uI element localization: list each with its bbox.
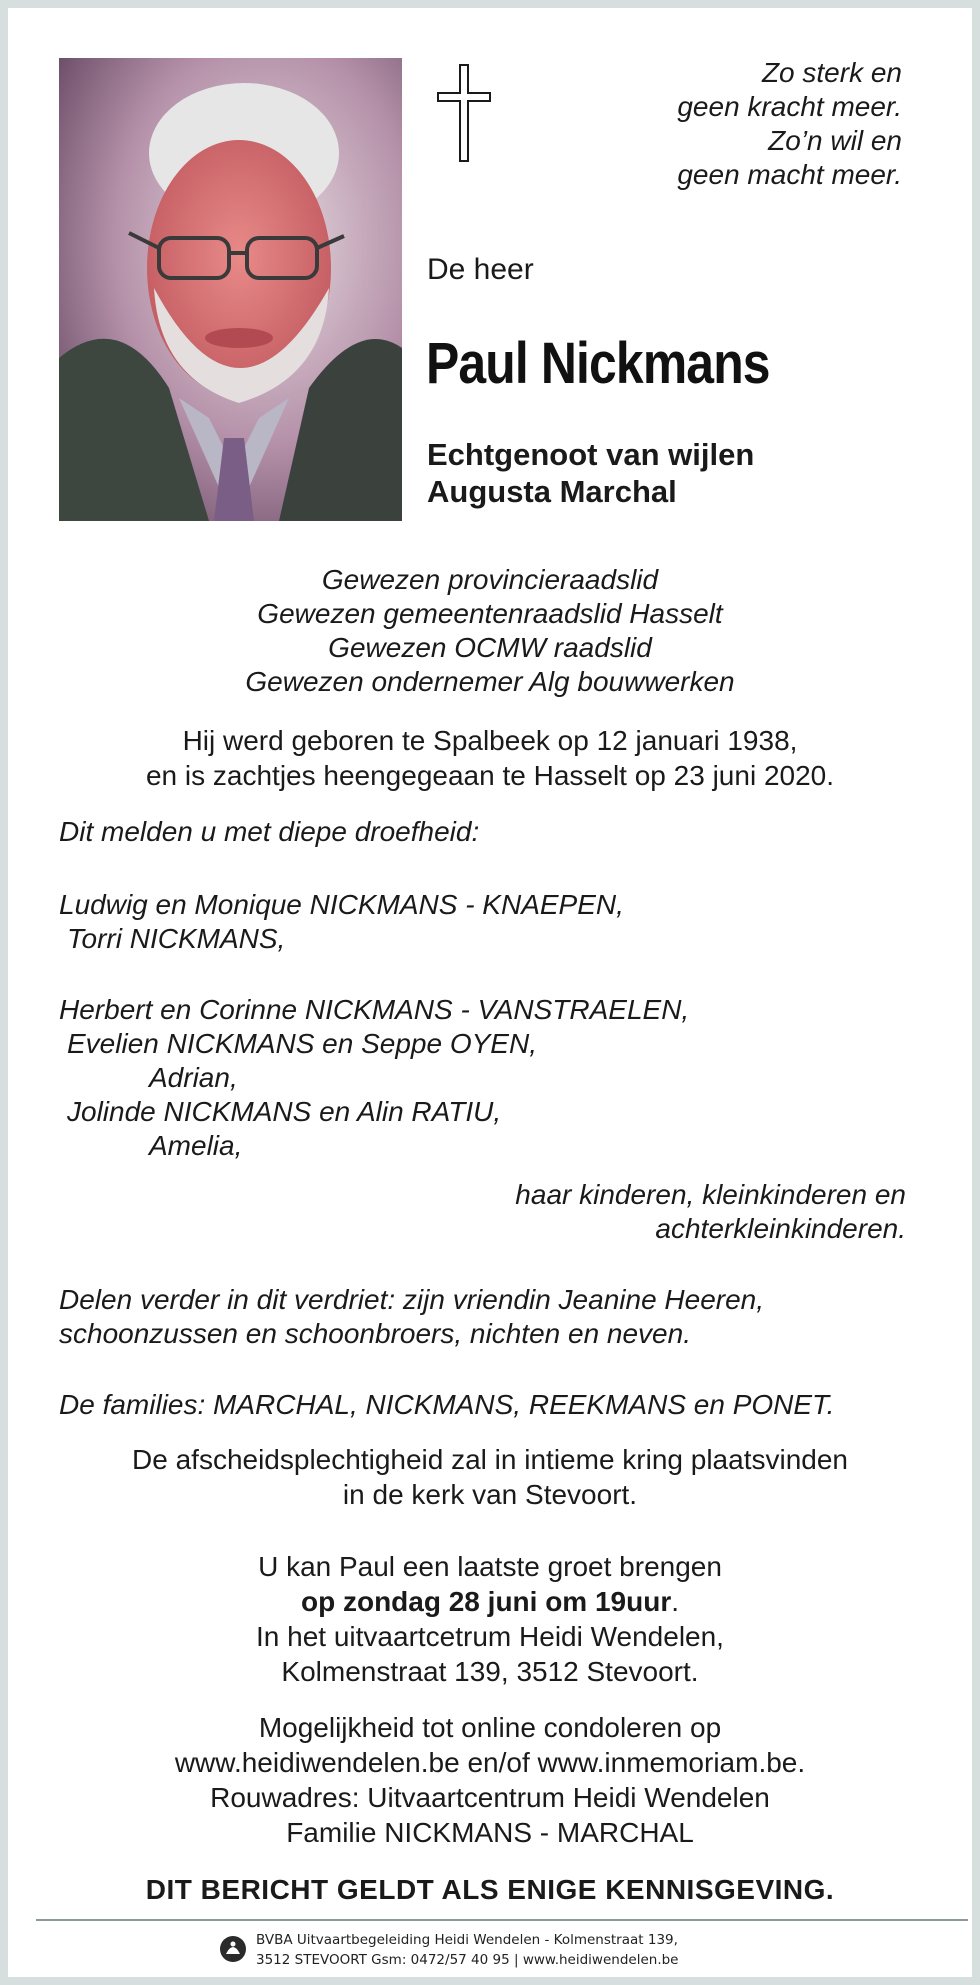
deceased-name: Paul Nickmans: [426, 331, 770, 396]
visit-date-punct: .: [671, 1586, 680, 1617]
family-line: Ludwig en Monique NICKMANS - KNAEPEN,: [59, 889, 624, 920]
relation-line: haar kinderen, kleinkinderen en: [515, 1179, 906, 1210]
visit-line: In het uitvaartcetrum Heidi Wendelen,: [256, 1621, 724, 1652]
verse-line: Zo sterk en: [761, 57, 902, 88]
role-line: Gewezen provincieraadslid: [321, 564, 659, 595]
family-line: Amelia,: [149, 1130, 243, 1161]
spouse-line: Augusta Marchal: [427, 474, 677, 509]
portrait-photo: [59, 58, 402, 521]
share-grief: [59, 1283, 764, 1351]
visit-date-line: [8, 1584, 972, 1619]
share-line: schoonzussen en schoonbroers, nichten en neven.: [59, 1318, 691, 1349]
family-line: Evelien NICKMANS en Seppe OYEN,: [67, 1028, 537, 1059]
relation-line: achterkleinkinderen.: [655, 1213, 906, 1244]
former-roles: [8, 563, 972, 699]
funeral-home-footer: [218, 1930, 778, 1972]
poem-verse: [677, 56, 902, 192]
spouse-line: Echtgenoot van wijlen: [427, 437, 755, 472]
notice-banner: DIT BERICHT GELDT ALS ENIGE KENNISGEVING.: [145, 1874, 835, 1905]
role-line: Gewezen OCMW raadslid: [328, 632, 652, 663]
ceremony-line: in de kerk van Stevoort.: [342, 1479, 638, 1510]
condole-line: Familie NICKMANS - MARCHAL: [286, 1817, 694, 1848]
relation-caption: [515, 1178, 906, 1246]
footer-text: [256, 1930, 678, 1970]
spouse-info: [427, 436, 754, 510]
role-line: Gewezen gemeentenraadslid Hasselt: [257, 598, 723, 629]
condole-line: Mogelijkheid tot online condoleren op: [258, 1712, 722, 1743]
share-line: Delen verder in dit verdriet: zijn vriendin Jeanine Heeren,: [59, 1284, 765, 1315]
ceremony-info: [8, 1442, 972, 1512]
condole-line: Rouwadres: Uitvaartcentrum Heidi Wendelen: [210, 1782, 770, 1813]
obituary-card: [8, 8, 972, 1977]
death-line: en is zachtjes heengegeaan te Hasselt op 23 juni 2020.: [145, 760, 835, 791]
family-line: Jolinde NICKMANS en Alin RATIU,: [67, 1096, 502, 1127]
family-group-2: [59, 993, 689, 1163]
condole-line: www.heidiwendelen.be en/of www.inmemoriam.be.: [174, 1747, 806, 1778]
families-line: De families: MARCHAL, NICKMANS, REEKMANS en PONET.: [59, 1389, 835, 1420]
honorific: De heer: [427, 253, 534, 286]
birth-line: Hij werd geboren te Spalbeek op 12 januari 1938,: [182, 725, 798, 756]
verse-line: Zo’n wil en: [768, 125, 902, 156]
condolence-info: [8, 1710, 972, 1850]
verse-line: geen macht meer.: [677, 159, 902, 190]
funeral-home-logo-icon: [218, 1934, 248, 1964]
footer-line: BVBA Uitvaartbegeleiding Heidi Wendelen - Kolmenstraat 139,: [256, 1932, 678, 1948]
birth-death-info: [8, 723, 972, 793]
visitation-info: [8, 1549, 972, 1689]
visit-line: Kolmenstraat 139, 3512 Stevoort.: [281, 1656, 699, 1687]
role-line: Gewezen ondernemer Alg bouwwerken: [245, 666, 735, 697]
family-line: Torri NICKMANS,: [67, 923, 286, 954]
family-line: Adrian,: [149, 1062, 238, 1093]
ceremony-line: De afscheidsplechtigheid zal in intieme kring plaatsvinden: [132, 1444, 848, 1475]
portrait-illustration: [59, 58, 402, 521]
visit-line: U kan Paul een laatste groet brengen: [258, 1551, 722, 1582]
cross-icon: [434, 63, 494, 163]
footer-divider: [36, 1919, 968, 1921]
announce-intro: Dit melden u met diepe droefheid:: [59, 816, 480, 847]
family-group-1: [59, 888, 624, 956]
footer-line: 3512 STEVOORT Gsm: 0472/57 40 95 | www.heidiwendelen.be: [256, 1952, 679, 1968]
family-line: Herbert en Corinne NICKMANS - VANSTRAELEN,: [59, 994, 690, 1025]
visit-date: op zondag 28 juni om 19uur: [300, 1586, 672, 1617]
verse-line: geen kracht meer.: [677, 91, 902, 122]
